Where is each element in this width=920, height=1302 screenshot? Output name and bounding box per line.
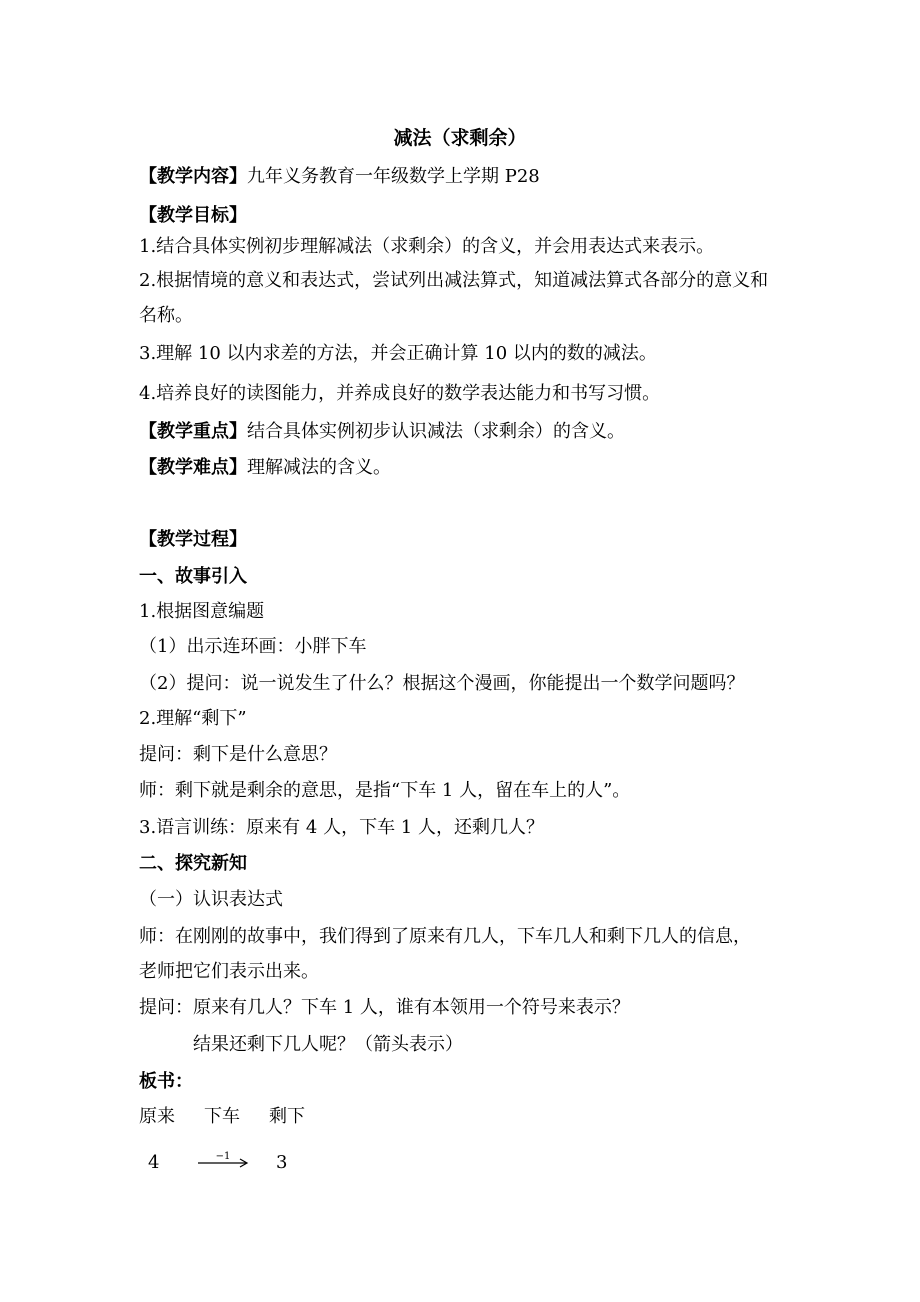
goal-item: 4.培养良好的读图能力，并养成良好的数学表达能力和书写习惯。 [139,383,661,404]
board-start-number: 4 [148,1152,160,1173]
teaching-content-text: 九年义务教育一年级数学上学期 P28 [247,166,540,187]
key-point [139,421,625,443]
process-line: 师：在刚刚的故事中，我们得到了原来有几人，下车几人和剩下几人的信息， [139,926,751,947]
teaching-content-label: 【教学内容】 [139,166,247,187]
key-point-label: 【教学重点】 [139,421,247,442]
board-header-get-off: 下车 [204,1106,240,1127]
board-end-number: 3 [276,1152,288,1173]
process-line: 提问：原来有几人？下车 1 人，谁有本领用一个符号来表示？ [139,997,630,1018]
process-line: 1.根据图意编题 [139,601,265,622]
process-line-indented: 结果还剩下几人呢？（箭头表示） [193,1034,463,1055]
section-heading-explore: 二、探究新知 [139,853,247,874]
teaching-process-label: 【教学过程】 [139,529,247,550]
arrow-label: −1 [215,1151,231,1162]
difficulty [139,457,391,479]
process-line: 3.语言训练：原来有 4 人，下车 1 人，还剩几人？ [139,817,544,838]
board-header-original: 原来 [139,1106,175,1127]
goal-item: 3.理解 10 以内求差的方法，并会正确计算 10 以内的数的减法。 [139,343,657,364]
process-line: （一）认识表达式 [139,889,283,910]
process-line: （1）出示连环画：小胖下车 [139,636,367,657]
difficulty-text: 理解减法的含义。 [247,457,391,478]
process-line: （2）提问：说一说发生了什么？根据这个漫画，你能提出一个数学问题吗？ [139,673,745,694]
board-label: 板书： [139,1071,193,1092]
process-line: 师：剩下就是剩余的意思，是指“下车 1 人，留在车上的人”。 [139,780,631,801]
teaching-goals-label: 【教学目标】 [139,205,247,226]
process-line: 老师把它们表示出来。 [139,961,319,982]
process-line: 2.理解“剩下” [139,708,247,729]
arrow-icon [197,1148,249,1172]
teaching-content [139,166,540,188]
difficulty-label: 【教学难点】 [139,457,247,478]
section-heading-story: 一、故事引入 [139,566,247,587]
goal-item: 2.根据情境的意义和表达式，尝试列出减法算式，知道减法算式各部分的意义和 [139,270,769,291]
goal-item-continuation: 名称。 [139,305,193,326]
board-header-remaining: 剩下 [269,1106,305,1127]
page-title: 减法（求剩余） [393,127,527,149]
key-point-text: 结合具体实例初步认识减法（求剩余）的含义。 [247,421,625,442]
goal-item: 1.结合具体实例初步理解减法（求剩余）的含义，并会用表达式来表示。 [139,236,715,257]
process-line: 提问：剩下是什么意思？ [139,744,337,765]
